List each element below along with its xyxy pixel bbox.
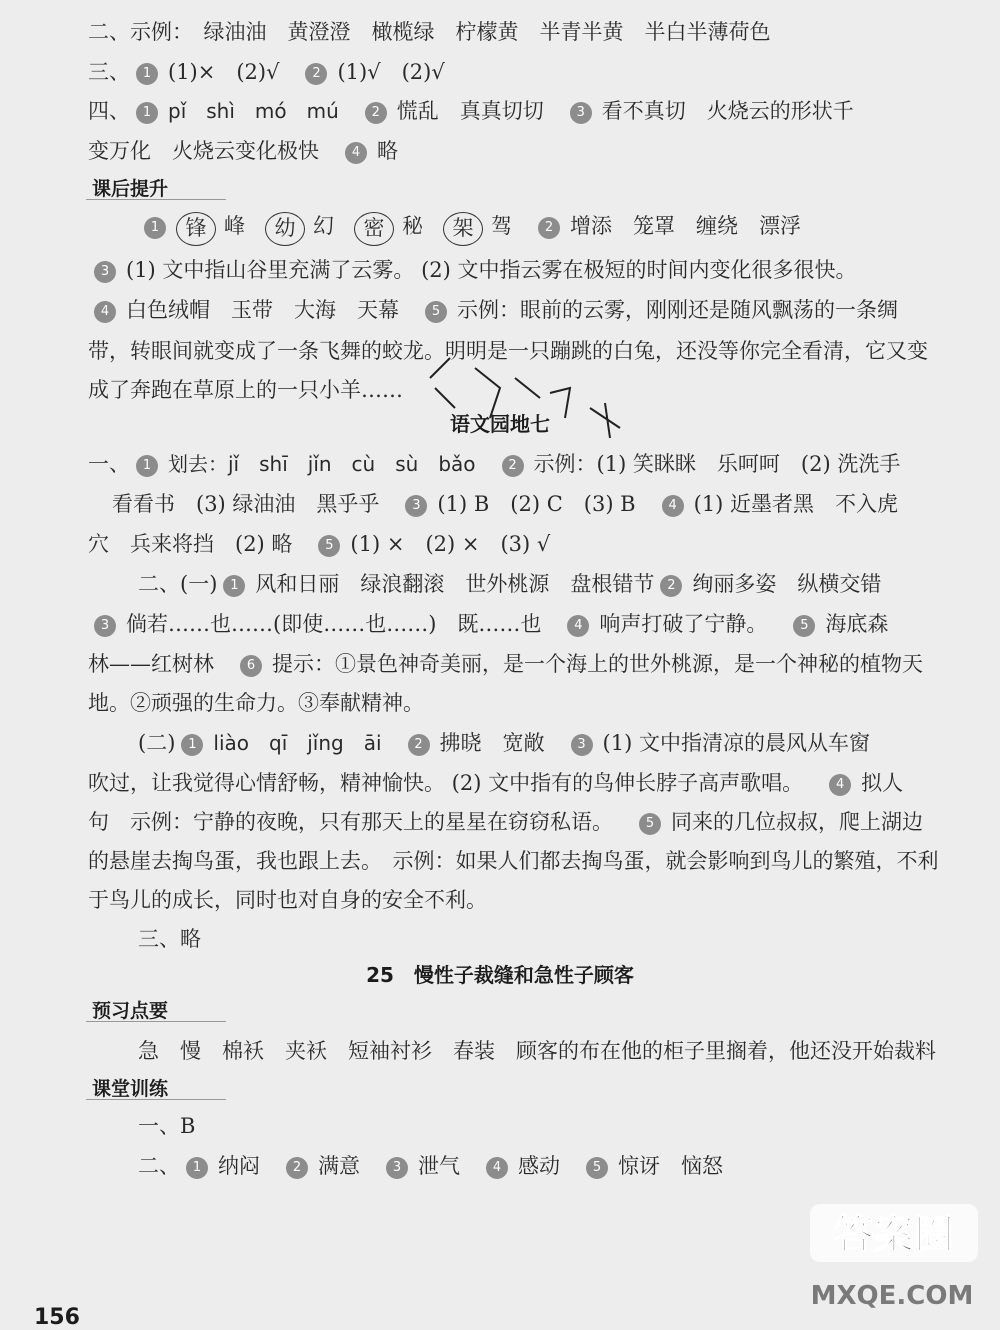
circled-number: 2 — [408, 734, 430, 756]
circled-number: 3 — [94, 261, 116, 283]
lesson-title: 25 慢性子裁缝和急性子顾客 — [366, 963, 634, 987]
circled-number: 5 — [793, 615, 815, 637]
answer-line: 句 示例：宁静的夜晚，只有那天上的星星在窃窃私语。 5 同来的几位叔叔，爬上湖边 — [88, 810, 923, 834]
answer-line: 一、 1 划去：jǐ shī jǐn cù sù bǎo 2 示例：(1) 笑眯眯 乐呵呵 (2) 洗洗手 — [88, 452, 901, 476]
section-heading: 语文园地七 — [450, 412, 550, 436]
circled-number: 2 — [538, 217, 560, 239]
circled-number: 6 — [240, 655, 262, 677]
circled-number: 4 — [94, 301, 116, 323]
answer-line: 带，转眼间就变成了一条飞舞的蛟龙。明明是一只蹦跳的白兔，还没等你完全看清，它又变 — [88, 339, 928, 363]
circled-number: 3 — [405, 495, 427, 517]
circled-number: 4 — [662, 495, 684, 517]
circled-number: 5 — [586, 1157, 608, 1179]
circled-number: 1 — [136, 63, 158, 85]
circled-number: 2 — [305, 63, 327, 85]
circled-number: 5 — [425, 301, 447, 323]
circled-number: 4 — [829, 774, 851, 796]
circled-number: 1 — [186, 1157, 208, 1179]
circled-number: 4 — [567, 615, 589, 637]
answer-line: 4 白色绒帽 玉带 大海 天幕 5 示例：眼前的云雾，刚刚还是随风飘荡的一条绸 — [88, 296, 938, 324]
answer-line: 林——红树林 6 提示：①景色神奇美丽，是一个海上的世外桃源，是一个神秘的植物天 — [88, 652, 923, 676]
answer-line: 三、 1 (1)× (2)√ 2 (1)√ (2)√ — [88, 60, 445, 84]
answer-line: 急 慢 棉袄 夹袄 短袖衬衫 春装 顾客的布在他的柜子里搁着，他还没开始裁料 — [138, 1039, 936, 1063]
answer-line: 的悬崖去掏鸟蛋，我也跟上去。 示例：如果人们都去掏鸟蛋，就会影响到鸟儿的繁殖，不利 — [88, 849, 939, 873]
watermark-logo — [792, 1186, 992, 1321]
answer-line: 吹过，让我觉得心情舒畅，精神愉快。 (2) 文中指有的鸟伸长脖子高声歌唱。 4 拟人 — [88, 771, 904, 795]
circled-character: 架 — [443, 212, 483, 246]
circled-number: 3 — [386, 1157, 408, 1179]
answer-line: 1 锋 峰 幼 幻 密 秘 架 驾 2 增添 笼罩 缠绕 漂浮 — [138, 212, 938, 246]
answer-line: 二、示例： 绿油油 黄澄澄 橄榄绿 柠檬黄 半青半黄 半白半薄荷色 — [88, 20, 771, 44]
svg-text:MXQE.COM: MXQE.COM — [810, 1281, 974, 1311]
answer-line: 一、B — [138, 1114, 196, 1138]
section-label: 课堂训练 — [92, 1078, 169, 1100]
circled-number: 2 — [502, 455, 524, 477]
circled-number: 1 — [181, 734, 203, 756]
answer-line: 3 倘若……也……(即使……也……) 既……也 4 响声打破了宁静。 5 海底森 — [88, 610, 938, 638]
circled-number: 3 — [94, 615, 116, 637]
circled-number: 1 — [144, 217, 166, 239]
circled-number: 1 — [136, 455, 158, 477]
section-label: 预习点要 — [92, 1000, 169, 1022]
circled-number: 2 — [286, 1157, 308, 1179]
answer-line: 四、 1 pǐ shì mó mú 2 慌乱 真真切切 3 看不真切 火烧云的形状千 — [88, 99, 854, 123]
answer-line: 三、略 — [138, 927, 201, 951]
circled-number: 1 — [223, 575, 245, 597]
answer-line: 3 (1) 文中指山谷里充满了云雾。 (2) 文中指云雾在极短的时间内变化很多很快。 — [88, 256, 938, 284]
circled-number: 4 — [486, 1157, 508, 1179]
answer-line: 穴 兵来将挡 (2) 略 5 (1) × (2) × (3) √ — [88, 532, 551, 556]
circled-number: 2 — [660, 575, 682, 597]
circled-number: 3 — [571, 734, 593, 756]
section-label: 课后提升 — [92, 178, 169, 200]
circled-character: 幼 — [265, 212, 305, 246]
circled-number: 4 — [345, 142, 367, 164]
circled-number: 5 — [318, 535, 340, 557]
answer-line: 二、 1 纳闷 2 满意 3 泄气 4 感动 5 惊讶 恼怒 — [138, 1154, 723, 1178]
answer-line: (二) 1 liào qī jǐng āi 2 拂晓 宽敞 3 (1) 文中指清凉的晨风从车窗 — [138, 731, 870, 755]
answer-line: 变万化 火烧云变化极快 4 略 — [88, 139, 398, 163]
answer-line: 成了奔跑在草原上的一只小羊…… — [88, 378, 403, 402]
circled-number: 3 — [570, 102, 592, 124]
answer-line: 地。②顽强的生命力。③奉献精神。 — [88, 691, 424, 715]
circled-number: 1 — [136, 102, 158, 124]
circled-character: 密 — [354, 212, 394, 246]
answer-line: 二、(一) 1 风和日丽 绿浪翻滚 世外桃源 盘根错节 2 绚丽多姿 纵横交错 — [138, 572, 882, 596]
answer-line: 于鸟儿的成长，同时也对自身的安全不利。 — [88, 888, 487, 912]
svg-text:答案圈: 答案圈 — [834, 1212, 954, 1258]
circled-number: 5 — [639, 813, 661, 835]
answer-line: 看看书 (3) 绿油油 黑乎乎 3 (1) B (2) C (3) B 4 (1) 近墨者黑 不入虎 — [112, 492, 899, 516]
circled-character: 锋 — [176, 212, 216, 246]
circled-number: 2 — [365, 102, 387, 124]
page-number: 156 — [34, 1305, 80, 1330]
